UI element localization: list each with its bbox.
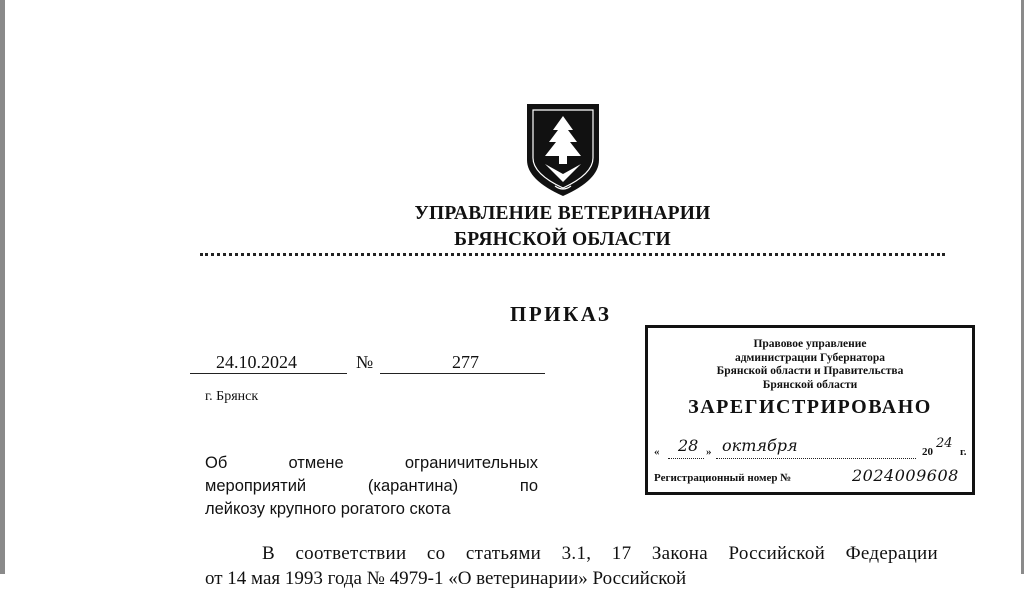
stamp-day-underline [668, 458, 704, 459]
stamp-reg-value: 2024009608 [852, 466, 959, 485]
header-divider [200, 253, 945, 256]
stamp-quote-close: » [706, 446, 712, 458]
subject-line: мероприятий (карантина) по [205, 477, 538, 495]
body-paragraph-cutoff: от 14 мая 1993 года № 4979-1 «О ветеринарии» Российской [205, 568, 687, 589]
stamp-line: Правовое управление [753, 338, 867, 350]
stamp-reg-number [654, 466, 972, 485]
number-underline [380, 373, 545, 374]
page-frame-left [0, 0, 5, 574]
subject-line: лейкозу крупного рогатого скота [205, 500, 451, 518]
document-title: ПРИКАЗ [510, 302, 612, 326]
stamp-line: Брянской области и Правительства [716, 365, 904, 377]
date-underline [190, 373, 347, 374]
order-number: 277 [452, 352, 479, 372]
stamp-registered: ЗАРЕГИСТРИРОВАНО [688, 396, 932, 418]
org-name-line2: БРЯНСКОЙ ОБЛАСТИ [454, 229, 671, 250]
registration-stamp [645, 325, 975, 495]
stamp-year-suffix: 24 [936, 436, 953, 451]
stamp-day: 28 [678, 436, 699, 455]
number-sign: № [356, 352, 374, 372]
stamp-line: администрации Губернатора [734, 351, 886, 364]
order-city: г. Брянск [205, 389, 259, 404]
stamp-year-unit: г. [960, 446, 967, 458]
order-subject [205, 452, 538, 521]
bryansk-coat-of-arms-icon [525, 102, 601, 198]
stamp-quote-open: « [654, 446, 660, 458]
stamp-line: Брянской области [762, 378, 858, 391]
order-date: 24.10.2024 [216, 352, 297, 372]
stamp-month-underline [716, 458, 916, 459]
org-name-line1: УПРАВЛЕНИЕ ВЕТЕРИНАРИИ [414, 203, 711, 224]
subject-line: Об отмене ограничительных [205, 454, 538, 472]
stamp-date [654, 436, 972, 462]
body-paragraph-line: В соответствии со статьями 3.1, 17 Закона Российской Федерации [262, 543, 938, 564]
stamp-year-prefix: 20 [922, 446, 933, 458]
stamp-month: октября [722, 436, 798, 455]
stamp-reg-label: Регистрационный номер № [654, 472, 792, 484]
